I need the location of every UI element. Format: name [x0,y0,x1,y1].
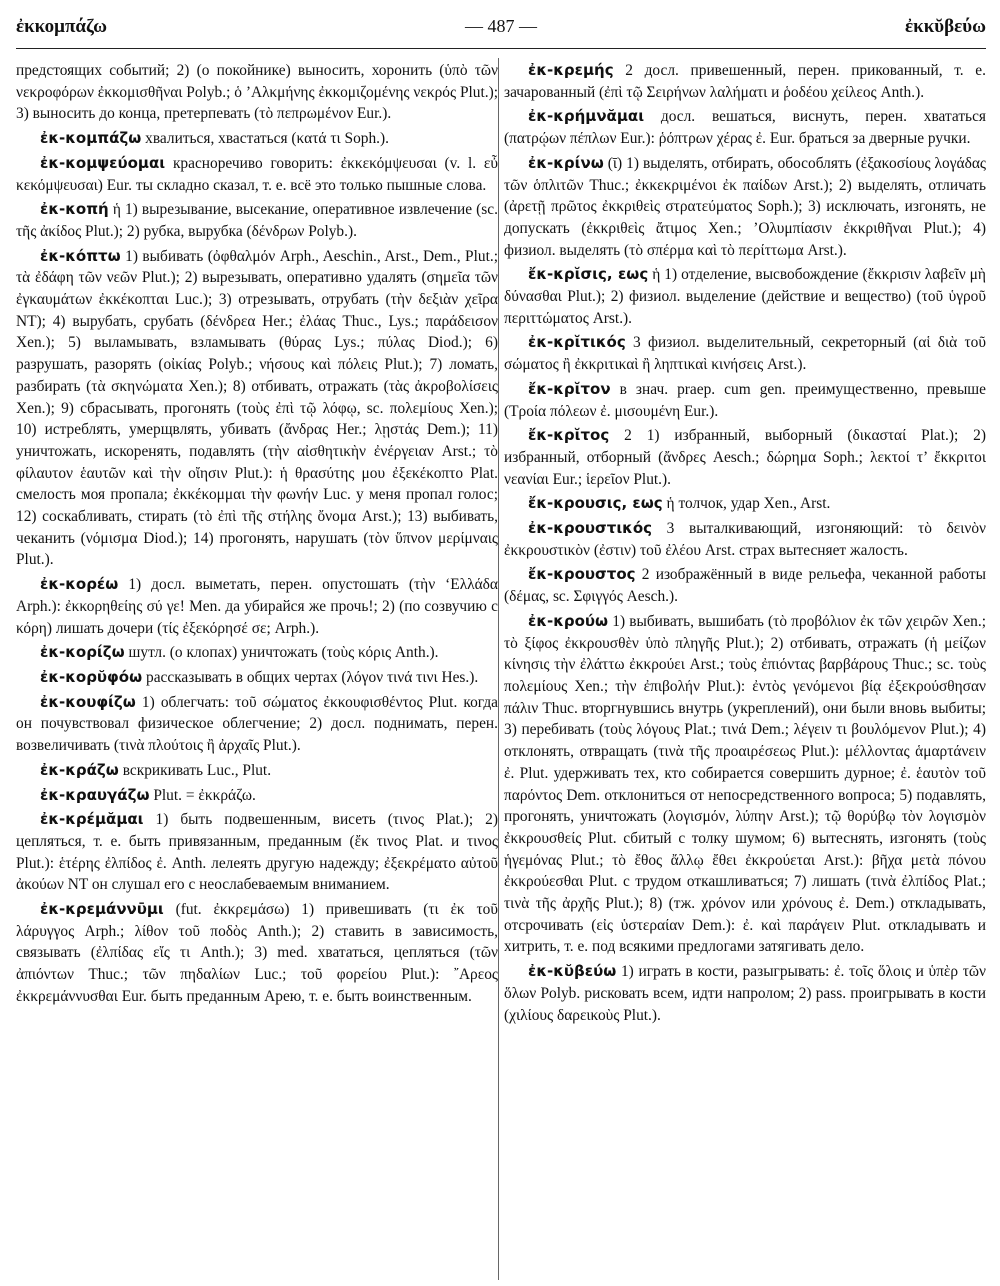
dictionary-entry [504,564,986,607]
dictionary-entry [504,961,986,1026]
entry-definition: (ῑ) 1) выделять, отбирать, обособлять (ἐξακοσίους λογάδας τῶν ὁπλιτῶν Thuc.; ἐκκεκριμένοι ἐκ παίδων Arst.); 2) выделять, отличать (ἀρετῇ πρῶτος ἐκκριθεὶς στρατεύματος Soph.); 3) исключать, изгонять, не допускать (ἐκκριθεὶς ἄτιμος Xen.; ’Ολυμπίασιν ἐκκριθῆναι Plut.); 4) физиол. выделять (τὸ σπέρμα καὶ τὸ περίττωμα Arst.). [504,154,986,259]
entry-definition: 1) играть в кости, разыгрывать: ἐ. τοῖς ὅλοις и ὑπὲρ τῶν ὅλων Polyb. рисковать всем, идти напролом; 2) pass. проигрывать в кости (χιλίους δαρεικοὺς Plut.). [504,963,986,1024]
entry-headword: ἐκ-κρῐτικός [528,333,626,352]
dictionary-entry [16,199,498,242]
entry-definition: шутл. (о клопах) уничтожать (τοὺς κόρις Anth.). [128,644,439,662]
dictionary-entry [504,106,986,149]
entry-definition: ἡ 1) вырезывание, высекание, оперативное извлечение (sc. τῆς ἀκίδος Plut.); 2) рубка, вырубка (δένδρων Polyb.). [16,201,498,240]
entry-definition: вскрикивать Luc., Plut. [122,761,272,779]
entry-headword: ἐκ-κραυγάζω [40,785,150,804]
page-header [16,16,986,46]
dictionary-entry [504,493,986,515]
dictionary-entry [16,692,498,757]
entry-headword: ἐκ-κρούω [528,611,609,630]
entry-definition: ἡ 1) отделение, высвобождение (ἔκκρισιν λαβεῖν μὴ δύνασθαι Plut.); 2) физиол. выделение (действие и вещество) (τοῦ ὑγροῦ περιττώματος Arst.). [504,266,986,327]
entry-definition: красноречиво говорить: ἐκκεκόμψευσαι (v. l. εὖ κεκόμψευσαι) Eur. ты складно сказал, т. е. всё это только пышные слова. [16,154,498,194]
entry-headword: ἐκ-κρεμής [528,61,614,79]
dictionary-entry [504,332,986,375]
dictionary-entry [16,153,498,196]
entry-definition: 1) выбивать (ὀφθαλμόν Arph., Aeschin., Arst., Dem., Plut.; τὰ ἐδάφη τῶν νεῶν Plut.); 2) вырезывать, оперативно удалять (σημεῖα τῶν ἐγκαυμάτων ἐκκέκοπται Luc.); 3) отрезывать, отрубать (τὴν δεξιὰν χεῖρα NT); 4) вырубать, срубать (δένδρεα Her.; ἐλάας Thuc., Lys.; παράδεισον Xen.); 5) выламывать, взламывать (θύρας Lys.; πύλας Diod.); 6) разрушать, разорять (οἰκίας Polyb.; νήσους καὶ πόλεις Plut.); 7) ломать, разбирать (τὰ σκηνώματα Xen.); 8) отбивать, отражать (τὰς ἀκροβολίσεις Xen.); 9) сбрасывать, прогонять (τοὺς ἐπὶ τῷ λόφῳ, sc. πολεμίους Xen.); 10) истреблять, умерщвлять, убивать (ἄνδρας Her.; λῃστάς Dem.); 11) уничтожать, искоренять, подавлять (τὴν αἰσθητικὴν ἐνέργειαν Arst.; τὸ φίλαυτον ἑαυτῶν καὶ τὴν οἴησιν Plut.): ἡ θρασύτης μου ἐξεκέκοπτο Plat. смелость моя пропала; ἐκκέκομμαι τὴν φωνήν Luc. у меня пропал голос; 12) соскабливать, стирать (τὸ ἐπὶ τῆς στήλης ὄνομα Arst.); 13) выбивать, чеканить (νόμισμα Diod.); 14) прогонять, нарушать (τὸν ὕπνον μερίμναις Plut.). [16,247,498,569]
column-separator [498,58,499,1280]
dictionary-entry [16,785,498,807]
dictionary-entry [16,667,498,689]
entry-headword: ἐκ-κομψεύομαι [40,153,166,172]
entry-definition: (fut. ἐκκρεμάσω) 1) привешивать (τι ἐκ τοῦ λάρυγγος Arph.; λίθον τοῦ ποδὸς Anth.); 2) ставить в зависимость, связывать (ἐλπίδας εἴς τι Anth.); 3) med. хвататься, цепляться (τῶν ἀπιόντων Thuc.; τῶν πηδαλίων Luc.; τοῦ φορείου Plut.): ῎Αρεος ἐκκρεμάννυσθαι Eur. быть преданным Арею, т. е. быть воинственным. [16,901,498,1005]
dictionary-entry [16,60,498,125]
entry-headword: ἐκ-κορέω [40,575,119,594]
entry-definition: досл. вешаться, виснуть, перен. хвататься (πατρῴων πέπλων Eur.): ῥόπτρων χέρας ἐ. Eur. браться за дверные ручки. [504,108,986,148]
entry-definition: 2 1) избранный, выборный (δικασταί Plat.); 2) избранный, отборный (ἄνδρες Aesch.; δώρημα Soph.; λεκτοί τ’ ἔκκριτοι νεανίαι Eur.; ἱερεῖον Plut.). [504,427,986,488]
entry-headword: ἐκ-κοπή [40,200,109,219]
entry-headword: ἐκ-κουφίζω [40,692,136,711]
dictionary-entry [16,246,498,572]
dictionary-entry [16,128,498,150]
header-rule [16,48,986,49]
entry-definition: 2 изображённый в виде рельефа, чеканной работы (δέμας, sc. Σφιγγός Aesch.). [504,566,986,606]
dictionary-entry [504,60,986,103]
entry-definition: хвалиться, хвастаться (κατά τι Soph.). [145,130,389,148]
dictionary-entry [16,760,498,782]
entry-definition: ἡ толчок, удар Xen., Arst. [666,495,831,513]
dictionary-entry [504,518,986,561]
dictionary-entry [504,264,986,329]
entry-headword: ἔκ-κρῐτον [528,379,611,398]
dictionary-entry [504,425,986,490]
dictionary-entry [16,574,498,639]
entry-headword: ἐκ-κρουστικός [528,519,653,538]
dictionary-entry [504,379,986,422]
entry-definition: в знач. praep. cum gen. преимущественно, превыше (Τροία πόλεων ἐ. μισουμένη Eur.). [504,380,986,420]
left-column [16,60,498,1011]
entry-headword: ἐκ-κρεμάννῡμι [40,900,164,919]
header-first-headword: ἐκκομπάζω [16,16,108,37]
dictionary-entry [504,611,986,958]
dictionary-entry [16,642,498,664]
entry-definition: 3 физиол. выделительный, секреторный (αἱ διὰ τοῦ σώματος ἢ ἐκκριτικαὶ ἢ ληπτικαὶ κινήσεις Arst.). [504,334,986,374]
page-number: — 487 — [465,16,537,36]
entry-definition: 3 выталкивающий, изгоняющий: τὸ δεινὸν ἐκκρουστικὸν (ἐστιν) τοῦ ἐλέου Arst. страх вытесняет жалость. [504,520,986,559]
entry-headword: ἔκ-κρουσις, εως [528,494,663,513]
entry-definition: 1) быть подвешенным, висеть (τινος Plat.); 2) цепляться, т. е. быть привязанным, преданным (ἔκ τινος Plat. и τινος Plut.): ἑτέρης ἐλπίδος ἐ. Anth. лелеять другую надежду; ἐξεκρέματο αὐτοῦ ἀκούων NT он слушал его с неослабеваемым вниманием. [16,811,498,894]
dictionary-entry [504,153,986,262]
right-column [504,60,986,1029]
entry-headword: ἐκ-κρέμᾰμαι [40,810,144,829]
entry-headword: ἐκ-κῠβεύω [528,962,617,981]
entry-headword: ἐκ-κορίζω [40,643,125,662]
entry-headword: ἔκ-κρουστος [528,565,636,584]
entry-headword: ἐκ-κράζω [40,760,119,779]
entry-definition: рассказывать в общих чертах (λόγον τινά τινι Hes.). [146,668,479,686]
entry-headword: ἔκ-κρῐτος [528,426,610,445]
entry-headword: ἔκ-κρῐσις, εως [528,265,649,284]
header-last-headword: ἐκκῠβεύω [905,16,986,37]
entry-headword: ἐκ-κομπάζω [40,129,142,148]
entry-definition: 2 досл. привешенный, перен. прикованный, т. е. зачарованный (ἐπὶ τῷ Σειρήνων λαλήματι и ῥοδέου χείλεος Anth.). [504,62,986,101]
entry-definition: 1) выбивать, вышибать (τὸ προβόλιον ἐκ τῶν χειρῶν Xen.; τὸ ξίφος ἐκκρουσθὲν ὑπὸ πληγῆς Plut.); 2) отбивать, отражать (ἡ μείζων κίνησις τὴν ἐλάττω ἐκκρούει Arst.; τοὺς ἐπιόντας βαρβάρους Thuc.; sc. τοὺς πολεμίους Xen.; τὴν ἐπιβολήν Plut.): ἐντὸς γενόμενοι βίᾳ ἐξεκρούσθησαν πάλιν Thuc. вторгнувшись внутрь (укреплений), они были вновь выбиты; 3) перебивать (τοὺς λόγους Plat.; τινά Dem.; λέγειν τι βουλόμενον Plut.); 4) отклонять, отвращать (τινὰ τῆς προαιρέσεως Plut.): μέλλοντας ἁμαρτάνειν ἐ. Plut. удерживать тех, кто собирается совершить дурное; ἐ. ἑαυτὸν τοῦ παρόντος Dem. отклониться от непосредственного вопроса; 5) подавлять, прогонять, уничтожать (λογισμόν, λύπην Arst.); τῷ θορύβῳ τὸν λογισμὸν ἐκκρουσθείς Plut. сбитый с толку шумом; 6) вытеснять, изгонять (τοὺς ἡγεμόνας Plut.; τὸ ἔθος ἄλλῳ ἔθει ἐκκρούεται Arst.): βῆχα μετὰ πόνου ἐκκρούεσθαι Plut. с трудом откашливаться; 7) лишать (τινὰ ἐλπίδος Plat.; τινὰ τῆς ἀρχῆς Plut.); 8) (тж. χρόνον или χρόνους ἐ. Dem.) откладывать, отсрочивать (εἰς ὑστεραίαν Dem.): ἐ. καὶ παράγειν Plut. откладывать и хитрить, т. е. под всякими предлогами затягивать дело. [504,612,986,956]
entry-headword: ἐκ-κρήμνᾰμαι [528,107,645,126]
entry-headword: ἐκ-κόπτω [40,246,121,265]
entry-definition: Plut. = ἐκκράζω. [153,786,256,804]
entry-headword: ἐκ-κρίνω [528,153,604,172]
entry-definition: 1) досл. выметать, перен. опустошать (τὴν ‘Ελλάδα Arph.): ἐκκορηθείης σύ γε! Men. да убирайся же прочь!; 2) (по созвучию с κόρη) лишать дочери (τίς ἐξεκόρησέ σε; Arph.). [16,576,498,637]
dictionary-entry [16,899,498,1008]
entry-definition: 1) облегчать: τοῦ σώματος ἐκκουφισθέντος Plut. когда он почувствовал физическое облегчение; 2) досл. поднимать, перен. возвеличивать (τινὰ πλούτοις ἢ ἀρχαῖς Plut.). [16,693,498,755]
entry-definition: предстоящих событий; 2) (о покойнике) выносить, хоронить (ὑπὸ τῶν νεκροφόρων ἐκκομισθῆναι Polyb.; ὁ ’Αλκμήνης ἐκκομιζομένης νεκρός Plut.); 3) выносить до конца, претерпевать (τὸ πεπρωμένον Eur.). [16,62,498,123]
entry-headword: ἐκ-κορῠφόω [40,667,143,686]
dictionary-entry [16,809,498,896]
